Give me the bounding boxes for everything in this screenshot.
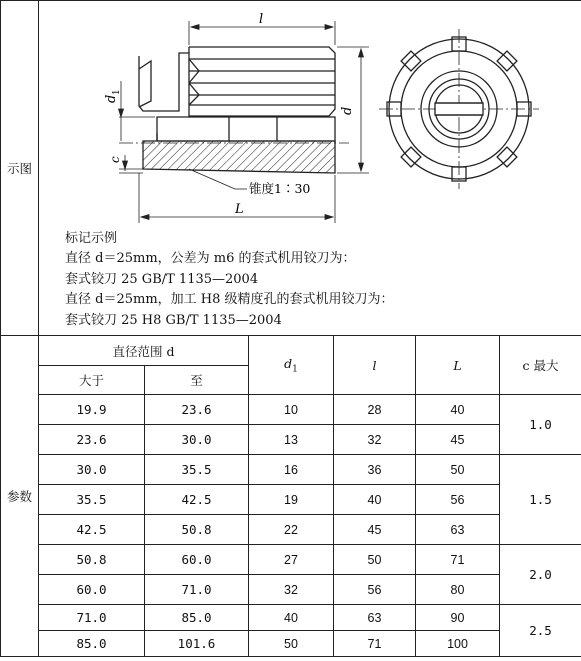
- header-to: 至: [145, 366, 249, 395]
- cell-from: 60.0: [39, 575, 145, 605]
- header-L: L: [416, 336, 500, 395]
- dim-L-label: L: [235, 202, 244, 217]
- cell-from: 19.9: [39, 395, 145, 425]
- cell-to: 85.0: [145, 605, 249, 631]
- cell-to: 23.6: [145, 395, 249, 425]
- dim-l-label: l: [259, 12, 264, 27]
- header-d1: $d_1$: [249, 336, 334, 395]
- cell-c: 2.0: [500, 545, 581, 605]
- example-block: [65, 229, 394, 331]
- cell-d1: 13: [249, 425, 334, 455]
- cell-to: 30.0: [145, 425, 249, 455]
- cell-d1: 10: [249, 395, 334, 425]
- cell-from: 85.0: [39, 631, 145, 657]
- taper-label: 锥度1∶30: [249, 181, 311, 196]
- side-view: [119, 47, 349, 173]
- cell-from: 50.8: [39, 545, 145, 575]
- cell-l: 45: [334, 515, 416, 545]
- example-title: 标记示例: [65, 231, 118, 246]
- cell-L: 45: [416, 425, 500, 455]
- header-c: c 最大: [500, 336, 581, 395]
- cell-to: 35.5: [145, 455, 249, 485]
- cell-l: 50: [334, 545, 416, 575]
- end-view: [379, 29, 539, 189]
- dim-d1-sub: 1: [112, 89, 122, 95]
- cell-d1: 22: [249, 515, 334, 545]
- example-line-1: 直径 d＝25mm，公差为 m6 的套式机用铰刀为：: [65, 251, 356, 267]
- cell-from: 71.0: [39, 605, 145, 631]
- example-line-4: 套式铰刀 25 H8 GB/T 1135—2004: [65, 312, 282, 328]
- cell-d1: 27: [249, 545, 334, 575]
- header-from: 大于: [39, 366, 145, 395]
- cell-to: 60.0: [145, 545, 249, 575]
- cell-l: 40: [334, 485, 416, 515]
- cell-from: 35.5: [39, 485, 145, 515]
- cell-to: 71.0: [145, 575, 249, 605]
- cell-l: 32: [334, 425, 416, 455]
- dim-d1-label: d: [104, 94, 119, 103]
- example-line-2: 套式铰刀 25 GB/T 1135—2004: [65, 271, 259, 287]
- cell-L: 63: [416, 515, 500, 545]
- cell-c: 1.5: [500, 455, 581, 545]
- cell-to: 42.5: [145, 485, 249, 515]
- cell-from: 23.6: [39, 425, 145, 455]
- figure-row-label: 示图: [1, 1, 39, 336]
- example-line-3: 直径 d＝25mm，加工 H8 级精度孔的套式机用铰刀为：: [65, 292, 394, 308]
- figure-cell: [39, 1, 581, 336]
- cell-L: 100: [416, 631, 500, 657]
- cell-L: 90: [416, 605, 500, 631]
- params-row-label: 参数: [1, 336, 39, 657]
- cell-L: 40: [416, 395, 500, 425]
- cell-from: 30.0: [39, 455, 145, 485]
- cell-from: 42.5: [39, 515, 145, 545]
- cell-l: 36: [334, 455, 416, 485]
- cell-c: 2.5: [500, 605, 581, 657]
- cell-d1: 40: [249, 605, 334, 631]
- dim-d-label: d: [340, 106, 355, 115]
- cell-d1: 19: [249, 485, 334, 515]
- cell-c: 1.0: [500, 395, 581, 455]
- header-range: 直径范围 d: [39, 336, 249, 366]
- cell-L: 71: [416, 545, 500, 575]
- cell-l: 63: [334, 605, 416, 631]
- cell-l: 71: [334, 631, 416, 657]
- dimensions: [119, 21, 370, 223]
- cell-L: 80: [416, 575, 500, 605]
- cell-d1: 16: [249, 455, 334, 485]
- cell-d1: 50: [249, 631, 334, 657]
- cell-L: 50: [416, 455, 500, 485]
- cell-l: 28: [334, 395, 416, 425]
- cell-to: 50.8: [145, 515, 249, 545]
- header-l: l: [334, 336, 416, 395]
- cell-to: 101.6: [145, 631, 249, 657]
- dim-c-label: c: [108, 156, 122, 163]
- cell-l: 56: [334, 575, 416, 605]
- cell-L: 56: [416, 485, 500, 515]
- cell-d1: 32: [249, 575, 334, 605]
